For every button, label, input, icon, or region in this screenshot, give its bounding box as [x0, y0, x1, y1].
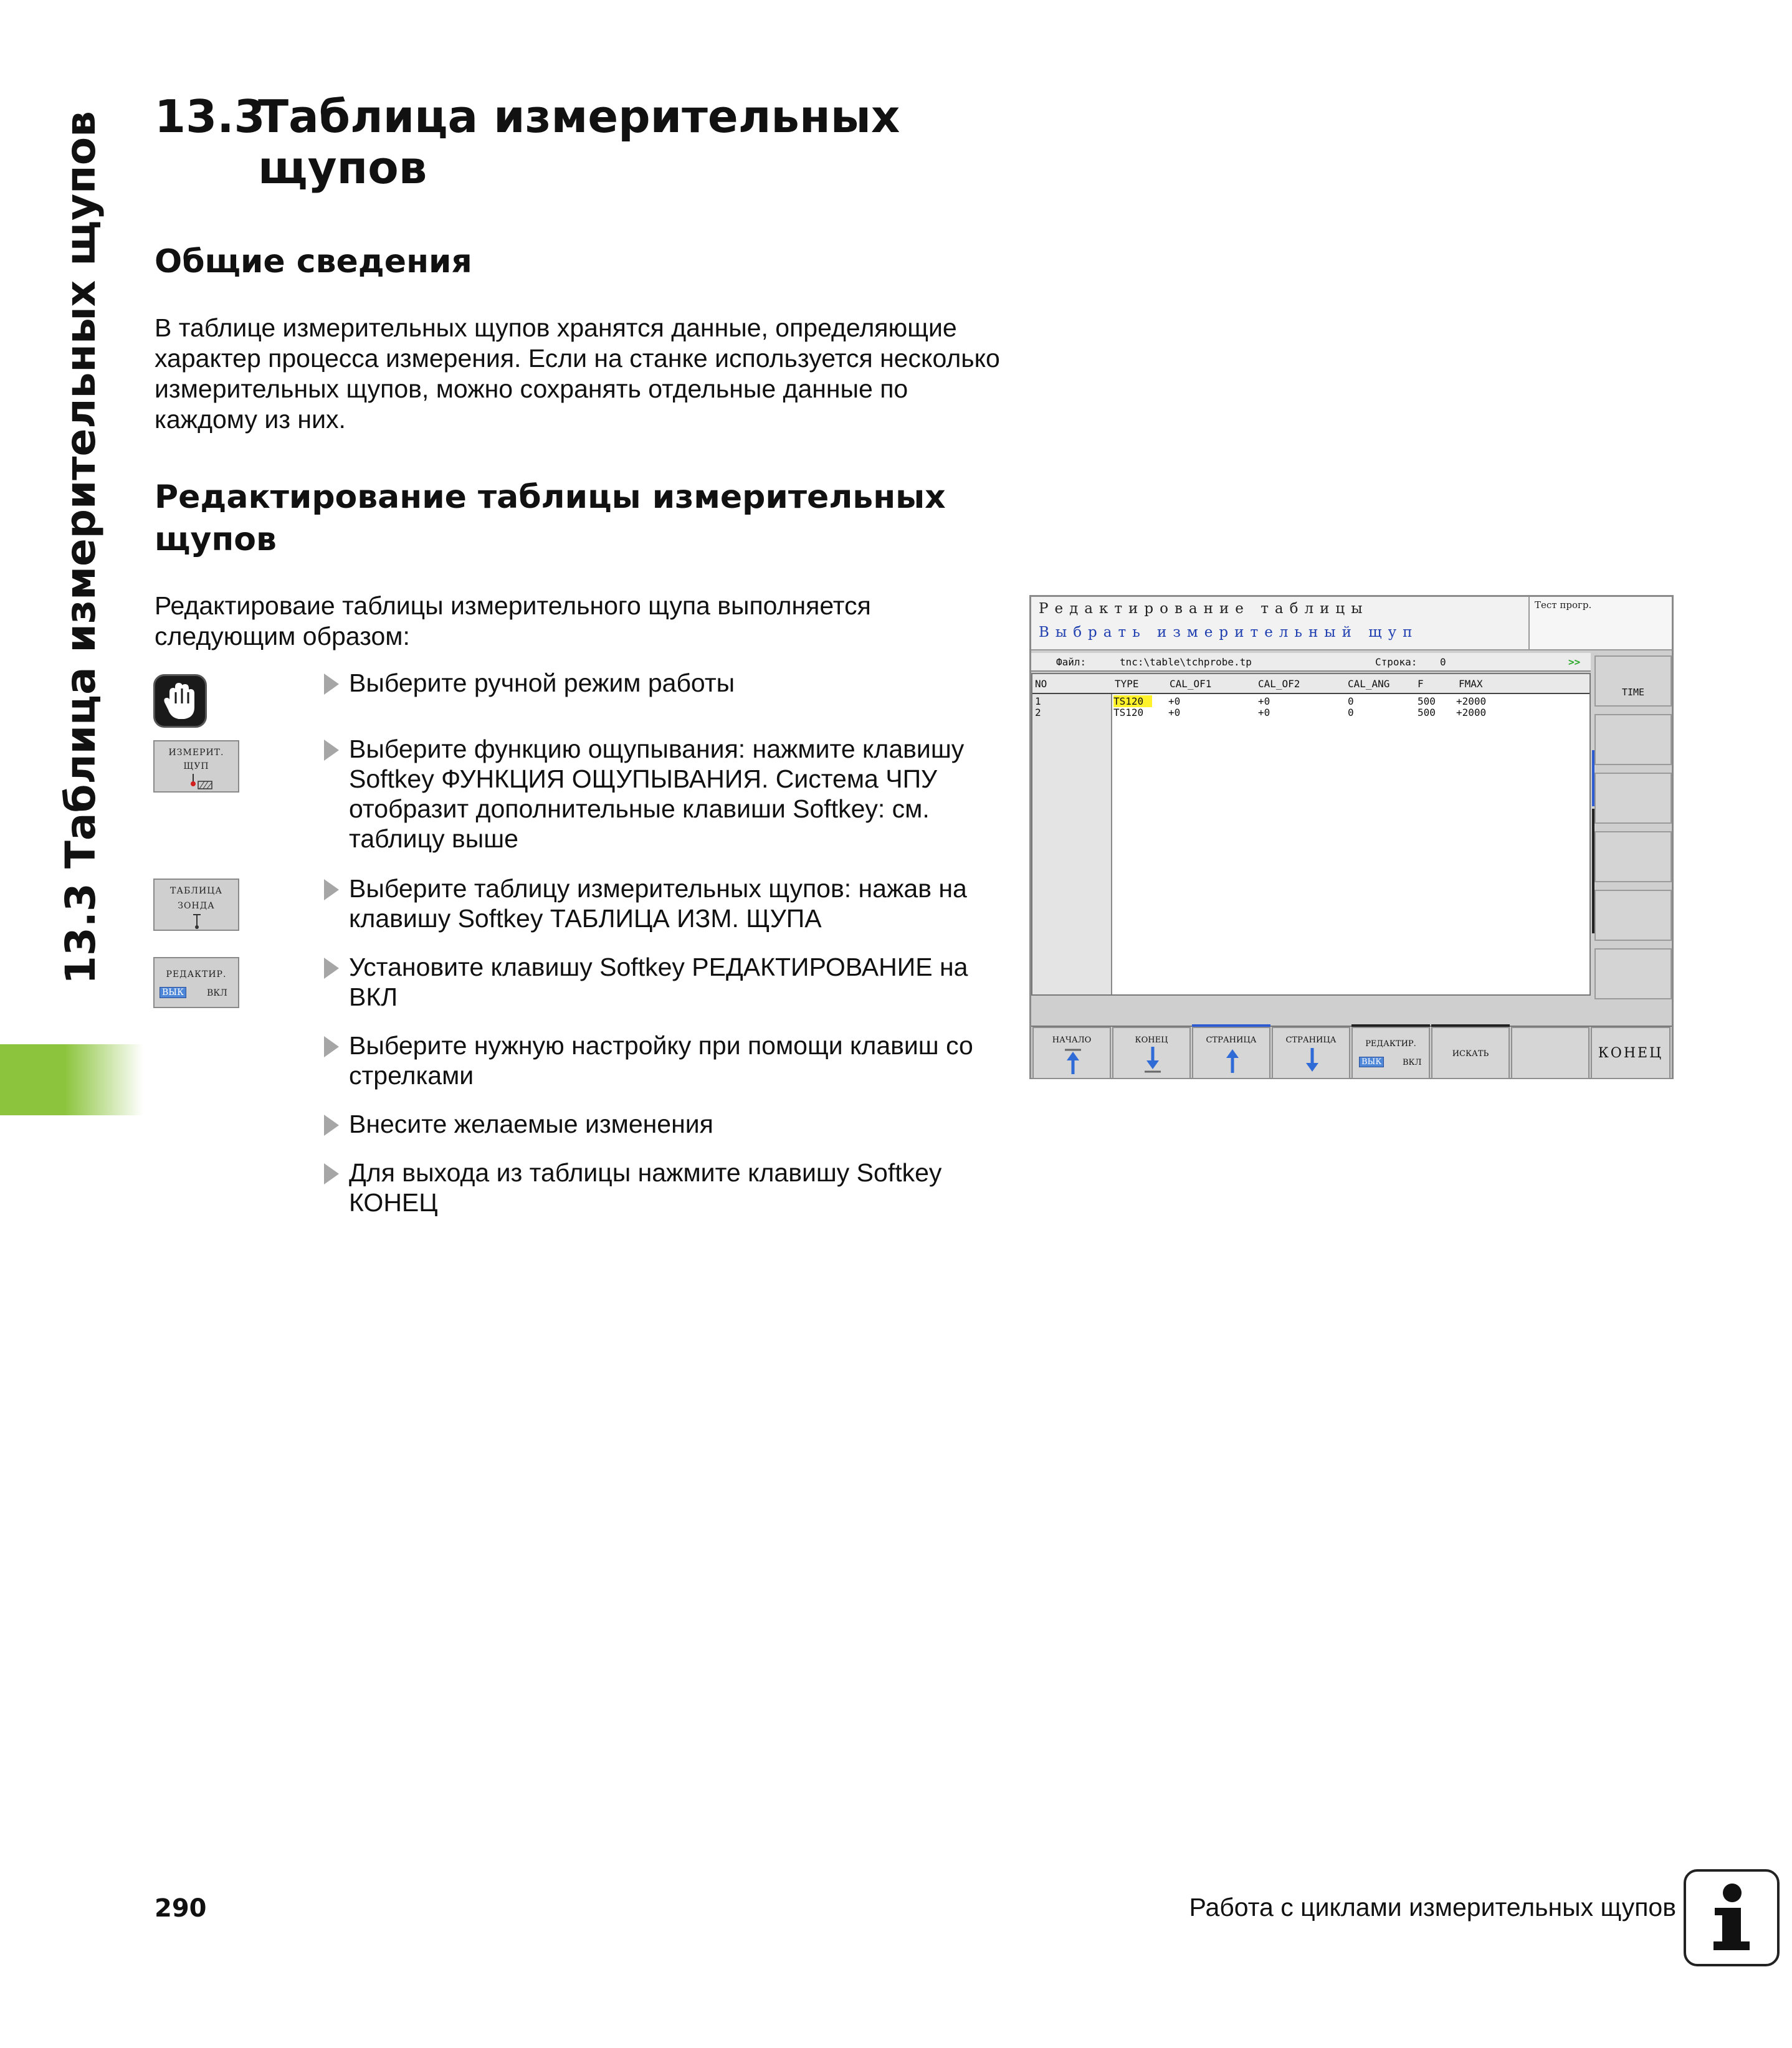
screen-file-bar [1031, 653, 1591, 672]
softkey-empty[interactable] [1594, 831, 1672, 882]
step-2: Выберите функцию ощупывания: нажмите клавишу Softkey ФУНКЦИЯ ОЩУПЫВАНИЯ. Система ЧПУ отобразит дополнительные клавиши Softkey: см. таблицу выше [324, 734, 1009, 854]
edit-softkey-label: РЕДАКТИР. [166, 969, 227, 979]
table-softkey-label-2: ЗОНДА [178, 901, 215, 911]
probe-icon [191, 913, 203, 930]
footer-title: Работа с циклами измерительных щупов [1189, 1893, 1676, 1922]
probe-function-softkey-icon [153, 740, 239, 793]
softkey-end[interactable]: КОНЕЦ [1112, 1027, 1191, 1079]
step-3: Выберите таблицу измерительных щупов: нажав на клавишу Softkey ТАБЛИЦА ИЗМ. ЩУПА [324, 874, 1009, 933]
section-heading-general: Общие сведения [155, 243, 472, 280]
step-5: Выберите нужную настройку при помощи клавиш со стрелками [324, 1031, 1009, 1090]
probe-softkey-label-2: ЩУП [183, 761, 209, 771]
chapter-number: 13.3 [155, 90, 265, 143]
file-label: Файл: [1056, 656, 1087, 668]
sidebar-chapter-title: 13.3 Таблица измерительных щупов [57, 111, 105, 984]
tnc-screen [1029, 595, 1674, 1079]
scroll-track [1592, 809, 1594, 933]
softkey-empty[interactable] [1594, 714, 1672, 765]
bullet-arrow-icon [324, 740, 339, 761]
row-value: 0 [1440, 656, 1446, 668]
more-indicator: >> [1568, 656, 1581, 668]
table-header [1032, 674, 1589, 694]
col-cal-ang: CAL_ANG [1348, 678, 1390, 690]
softkey-empty[interactable] [1511, 1027, 1589, 1079]
arrow-up-icon [1223, 1047, 1242, 1074]
chapter-title: Таблица измерительных щупов [258, 90, 900, 194]
table-softkey-label-1: ТАБЛИЦА [170, 886, 222, 896]
page-number: 290 [155, 1894, 207, 1923]
probe-softkey-label-1: ИЗМЕРИТ. [168, 748, 224, 758]
screen-mode-header [1031, 597, 1530, 650]
bullet-arrow-icon [324, 1115, 339, 1136]
softkey-begin[interactable]: НАЧАЛО [1032, 1027, 1111, 1079]
softkey-edit[interactable]: РЕДАКТИР. ВЫК ВКЛ [1351, 1027, 1430, 1079]
col-cal-of2: CAL_OF2 [1258, 678, 1300, 690]
softkey-page-up[interactable]: СТРАНИЦА [1192, 1027, 1270, 1079]
section-general-text: В таблице измерительных щупов хранятся данные, определяющие характер процесса измерения. Если на станке используется несколько измерительных щупов, можно сохранять отдельные данные по каждому из них. [155, 313, 1000, 434]
arrow-down-icon [1303, 1047, 1322, 1074]
screen-test-mode: Тест прогр. [1530, 597, 1672, 650]
col-cal-of1: CAL_OF1 [1170, 678, 1212, 690]
bullet-arrow-icon [324, 674, 339, 695]
edit-off-label: ВЫК [160, 987, 186, 998]
active-softkey-indicator [1192, 1024, 1270, 1027]
table-no-column [1032, 674, 1112, 994]
softkey-group-indicator [1351, 1024, 1430, 1027]
bullet-arrow-icon [324, 879, 339, 900]
col-type: TYPE [1115, 678, 1139, 690]
section-editing-intro: Редактироваие таблицы измерительного щупа выполняется следующим образом: [155, 591, 871, 650]
probe-table [1031, 673, 1591, 996]
softkey-group-indicator [1431, 1024, 1510, 1027]
edit-softkey-icon [153, 957, 239, 1008]
bullet-arrow-icon [324, 1036, 339, 1057]
table-row[interactable]: 1 TS120 +0 +0 0 500 +2000 [1035, 695, 1487, 707]
softkey-empty[interactable] [1594, 890, 1672, 941]
screen-mode-line-2: Выбрать измерительный щуп [1039, 624, 1419, 641]
arrow-down-icon [1143, 1045, 1162, 1073]
softkey-page-down[interactable]: СТРАНИЦА [1272, 1027, 1350, 1079]
screen-mode-line-1: Редактирование таблицы [1039, 601, 1369, 617]
step-4: Установите клавишу Softkey РЕДАКТИРОВАНИЕ на ВКЛ [324, 952, 1009, 1012]
info-icon [1684, 1869, 1780, 1966]
scroll-indicator [1592, 750, 1594, 806]
col-fmax: FMAX [1459, 678, 1483, 690]
col-f: F [1418, 678, 1424, 690]
softkey-end-exit[interactable]: КОНЕЦ [1591, 1027, 1670, 1079]
section-heading-editing: Редактирование таблицы измерительных щупов [155, 479, 946, 558]
chapter-marker-bar [0, 1044, 143, 1115]
softkey-time[interactable]: TIME [1594, 655, 1672, 707]
edit-on-label: ВКЛ [207, 988, 227, 998]
step-6: Внесите желаемые изменения [324, 1109, 1009, 1139]
bullet-arrow-icon [324, 1163, 339, 1184]
arrow-up-icon [1064, 1048, 1082, 1075]
edit-off-label: ВЫК [1359, 1057, 1384, 1067]
row-label: Строка: [1375, 656, 1418, 668]
softkey-empty[interactable] [1594, 773, 1672, 824]
softkey-search[interactable]: ИСКАТЬ [1431, 1027, 1510, 1079]
softkey-empty[interactable] [1594, 948, 1672, 999]
probe-table-softkey-icon [153, 879, 239, 931]
table-row[interactable]: 2 TS120 +0 +0 0 500 +2000 [1035, 707, 1487, 718]
step-7: Для выхода из таблицы нажмите клавишу Softkey КОНЕЦ [324, 1158, 1009, 1217]
file-path: tnc:\table\tchprobe.tp [1120, 656, 1252, 668]
manual-mode-key [153, 674, 207, 728]
horizontal-softkey-bar [1031, 1026, 1672, 1078]
vertical-softkey-bar [1594, 652, 1672, 1002]
edit-on-label: ВКЛ [1403, 1058, 1422, 1067]
step-1: Выберите ручной режим работы [324, 668, 1009, 698]
col-no: NO [1035, 678, 1047, 690]
bullet-arrow-icon [324, 958, 339, 979]
hand-icon [155, 676, 205, 726]
probe-icon [182, 774, 213, 790]
